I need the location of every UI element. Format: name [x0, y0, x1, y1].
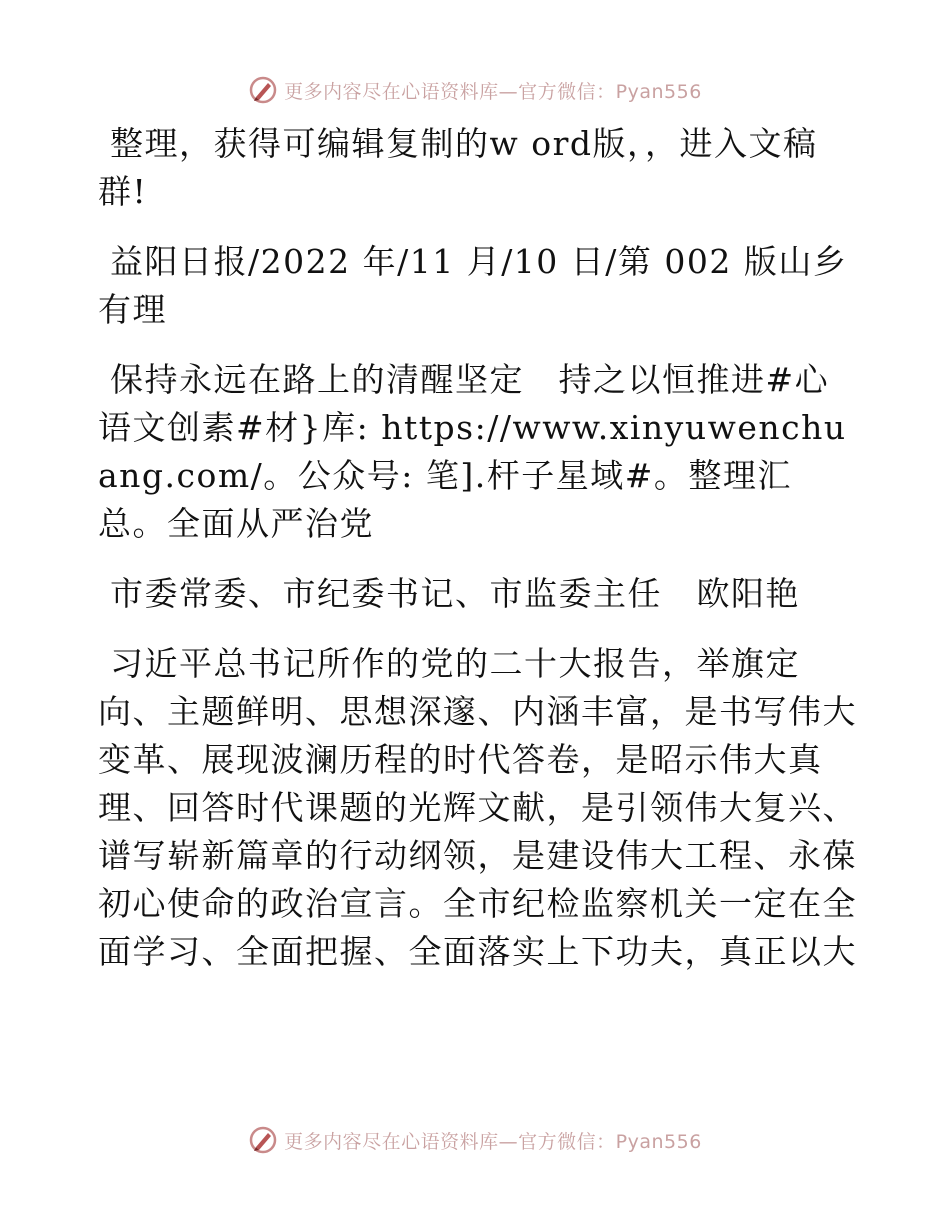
pen-logo-icon: [248, 75, 278, 105]
footer-watermark-banner: [0, 1120, 950, 1160]
paragraph-author: 市委常委、市纪委书记、市监委主任 欧阳艳: [110, 574, 800, 613]
watermark-text: 更多内容尽在心语资料库—官方微信：Pyan556: [284, 1130, 702, 1153]
watermark-text: 更多内容尽在心语资料库—官方微信：Pyan556: [284, 80, 702, 103]
document-body: [98, 120, 858, 998]
paragraph-intro: 整理，获得可编辑复制的w ord版，，进入文稿群!: [98, 124, 818, 211]
pen-logo-icon: [248, 1125, 278, 1155]
paragraph-headline: 保持永远在路上的清醒坚定 持之以恒推进#心语文创素#材}库: https://www.xinyuwenchuang.com/。公众号: 笔].杆子星域#。整理汇总。全面从严治党: [98, 360, 847, 543]
header-watermark-banner: [0, 70, 950, 110]
paragraph-main: 习近平总书记所作的党的二十大报告，举旗定向、主题鲜明、思想深邃、内涵丰富，是书写伟大变革、展现波澜历程的时代答卷，是昭示伟大真理、回答时代课题的光辉文献，是引领伟大复兴、谱写崭新篇章的行动纲领，是建设伟大工程、永葆初心使命的政治宣言。全市纪检监察机关一定在全面学习、全面把握、全面落实上下功夫，真正以大: [98, 644, 857, 971]
paragraph-source: 益阳日报/2022 年/11 月/10 日/第 002 版山乡有理: [98, 242, 848, 329]
